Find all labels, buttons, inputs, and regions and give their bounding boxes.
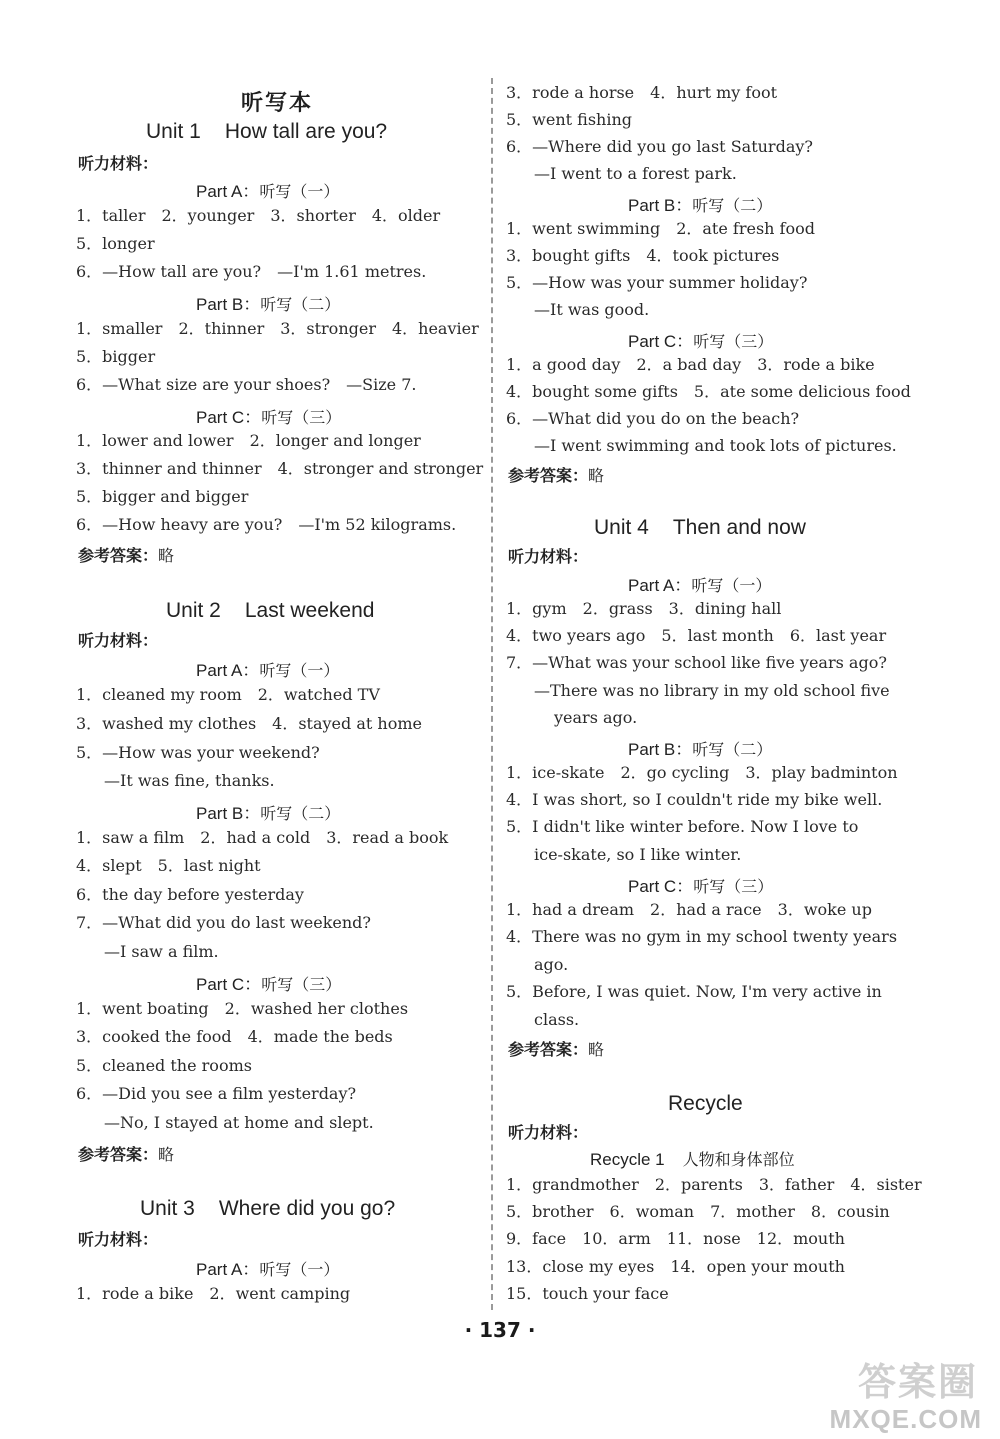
column-divider [491, 78, 493, 1310]
unit-2-a-line-4: —It was fine, thanks. [104, 771, 275, 790]
unit-3-c-line-1: 1．a good day 2．a bad day 3．rode a bike [506, 355, 875, 374]
part-label-cn: 人物和身体部位 [682, 1150, 795, 1169]
unit-2-c-line-4: 6．—Did you see a film yesterday? [76, 1084, 357, 1103]
unit-3-c-line-4: —I went swimming and took lots of pictures. [534, 436, 897, 455]
part-label-cn: 听写（二） [260, 295, 341, 314]
unit-2-a-line-3: 5．—How was your weekend? [76, 743, 320, 762]
unit-1-c-line-1: 1．lower and lower 2．longer and longer [76, 431, 421, 450]
answer-value: 略 [158, 1145, 175, 1164]
page-number: · 137 · [464, 1318, 536, 1342]
recycle-materials-label: 听力材料： [508, 1123, 589, 1142]
unit-2-b-line-3: 6．the day before yesterday [76, 885, 304, 904]
unit-1-heading [146, 120, 387, 144]
part-label-cn: 听写（一） [691, 576, 772, 595]
unit-3-subtitle: Where did you go? [218, 1197, 396, 1220]
part-label: Part B： [196, 295, 261, 314]
page-title: 听写本 [241, 91, 314, 116]
watermark-logo [786, 1351, 986, 1437]
unit-2-answer [78, 1142, 174, 1165]
unit-1-c-line-4: 6．—How heavy are you? —I'm 52 kilograms. [76, 515, 457, 534]
unit-2-c-line-5: —No, I stayed at home and slept. [104, 1113, 374, 1132]
unit-2-subtitle: Last weekend [244, 599, 375, 622]
unit-1-b-line-2: 5．bigger [76, 347, 156, 366]
answer-value: 略 [588, 466, 605, 485]
unit-2-part-a-heading [196, 656, 339, 681]
unit-1-number: Unit 1 [146, 120, 201, 143]
unit-4-a-line-2: 4．two years ago 5．last month 6．last year [506, 626, 887, 645]
part-label: Part B： [628, 196, 693, 215]
unit-3-c-line-3: 6．—What did you do on the beach? [506, 409, 800, 428]
unit-1-subtitle: How tall are you? [224, 120, 388, 143]
watermark-top-text: 答案圈 [857, 1360, 978, 1404]
part-label: Part A： [196, 182, 260, 201]
unit-1-b-line-1: 1．smaller 2．thinner 3．stronger 4．heavier [76, 319, 479, 338]
unit-3-a-line-4: 6．—Where did you go last Saturday? [506, 137, 813, 156]
unit-3-number: Unit 3 [140, 1197, 195, 1220]
part-label: Part A： [628, 576, 692, 595]
unit-1-part-c-heading [196, 403, 341, 428]
recycle-line-2: 5．brother 6．woman 7．mother 8．cousin [506, 1202, 890, 1221]
unit-1-b-line-3: 6．—What size are your shoes? —Size 7. [76, 375, 417, 394]
unit-2-number: Unit 2 [166, 599, 221, 622]
part-label-cn: 听写（一） [259, 182, 340, 201]
part-label: Part C： [196, 975, 262, 994]
answer-value: 略 [588, 1040, 605, 1059]
recycle-line-3: 9．face 10．arm 11．nose 12．mouth [506, 1229, 845, 1248]
unit-2-b-line-5: —I saw a film. [104, 942, 219, 961]
part-label-cn: 听写（三） [693, 332, 774, 351]
unit-2-c-line-2: 3．cooked the food 4．made the beds [76, 1027, 393, 1046]
unit-2-b-line-4: 7．—What did you do last weekend? [76, 913, 372, 932]
part-label: Part A： [196, 1260, 260, 1279]
unit-3-answer [508, 463, 604, 486]
unit-2-heading [166, 599, 374, 623]
unit-4-part-a-heading [628, 571, 771, 596]
part-label-cn: 听写（二） [692, 740, 773, 759]
unit-4-part-b-heading [628, 735, 772, 760]
recycle-1-heading [590, 1147, 795, 1170]
unit-4-subtitle: Then and now [672, 516, 806, 539]
part-label: Part B： [628, 740, 693, 759]
answer-label: 参考答案： [78, 1145, 159, 1164]
recycle-line-5: 15．touch your face [506, 1284, 669, 1303]
unit-3-part-c-heading [628, 327, 773, 352]
unit-3-a-line-5: —I went to a forest park. [534, 164, 737, 183]
unit-4-a-line-1: 1．gym 2．grass 3．dining hall [506, 599, 782, 618]
part-label: Part C： [196, 408, 262, 427]
unit-4-a-line-5: years ago. [554, 708, 638, 727]
recycle-line-4: 13．close my eyes 14．open your mouth [506, 1257, 845, 1276]
unit-2-c-line-3: 5．cleaned the rooms [76, 1056, 252, 1075]
part-label: Part A： [196, 661, 260, 680]
unit-2-b-line-1: 1．saw a film 2．had a cold 3．read a book [76, 828, 449, 847]
unit-2-part-c-heading [196, 970, 341, 995]
unit-1-c-line-3: 5．bigger and bigger [76, 487, 249, 506]
unit-3-a-line-1: 1．rode a bike 2．went camping [76, 1284, 351, 1303]
part-label-cn: 听写（三） [261, 408, 342, 427]
part-label-cn: 听写（二） [260, 804, 341, 823]
unit-3-part-b-heading [628, 191, 772, 216]
unit-2-b-line-2: 4．slept 5．last night [76, 856, 261, 875]
part-label-cn: 听写（一） [259, 1260, 340, 1279]
unit-2-part-b-heading [196, 799, 340, 824]
unit-1-a-line-1: 1．taller 2．younger 3．shorter 4．older [76, 206, 441, 225]
unit-4-part-c-heading [628, 872, 773, 897]
unit-4-number: Unit 4 [594, 516, 649, 539]
unit-4-c-line-3: ago. [534, 955, 569, 974]
part-label-cn: 听写（一） [259, 661, 340, 680]
unit-1-a-line-2: 5．longer [76, 234, 155, 253]
unit-1-c-line-2: 3．thinner and thinner 4．stronger and stronger [76, 459, 484, 478]
unit-1-part-a-heading [196, 177, 339, 202]
answer-value: 略 [158, 546, 175, 565]
watermark-bottom-text: MXQE.COM [829, 1404, 982, 1434]
unit-3-heading [140, 1197, 395, 1221]
unit-4-c-line-5: class. [534, 1010, 580, 1029]
unit-3-b-line-3: 5．—How was your summer holiday? [506, 273, 808, 292]
unit-4-b-line-3: 5．I didn't like winter before. Now I love to [506, 817, 859, 836]
unit-4-a-line-4: —There was no library in my old school five [534, 681, 890, 700]
recycle-heading: Recycle [668, 1092, 743, 1115]
unit-1-a-line-3: 6．—How tall are you? —I'm 1.61 metres. [76, 262, 427, 281]
unit-3-b-line-2: 3．bought gifts 4．took pictures [506, 246, 780, 265]
answer-label: 参考答案： [508, 466, 589, 485]
unit-3-part-a-heading [196, 1255, 339, 1280]
unit-1-answer [78, 543, 174, 566]
unit-2-a-line-1: 1．cleaned my room 2．watched TV [76, 685, 380, 704]
part-label: Part B： [196, 804, 261, 823]
unit-4-b-line-2: 4．I was short, so I couldn't ride my bike well. [506, 790, 883, 809]
unit-4-heading [594, 516, 806, 540]
unit-2-c-line-1: 1．went boating 2．washed her clothes [76, 999, 409, 1018]
unit-4-b-line-4: ice-skate, so I like winter. [534, 845, 742, 864]
unit-3-b-line-1: 1．went swimming 2．ate fresh food [506, 219, 815, 238]
unit-1-materials-label: 听力材料： [78, 154, 159, 173]
part-label: Part C： [628, 877, 694, 896]
unit-4-materials-label: 听力材料： [508, 547, 589, 566]
unit-4-b-line-1: 1．ice-skate 2．go cycling 3．play badminton [506, 763, 898, 782]
unit-3-materials-label: 听力材料： [78, 1230, 159, 1249]
unit-4-c-line-2: 4．There was no gym in my school twenty years [506, 927, 898, 946]
answer-label: 参考答案： [78, 546, 159, 565]
unit-1-part-b-heading [196, 290, 340, 315]
part-label: Recycle 1 [590, 1150, 665, 1169]
part-label: Part C： [628, 332, 694, 351]
recycle-line-1: 1．grandmother 2．parents 3．father 4．sister [506, 1175, 922, 1194]
unit-3-a-line-3: 5．went fishing [506, 110, 633, 129]
part-label-cn: 听写（二） [692, 196, 773, 215]
unit-2-a-line-2: 3．washed my clothes 4．stayed at home [76, 714, 422, 733]
unit-4-answer [508, 1037, 604, 1060]
unit-3-c-line-2: 4．bought some gifts 5．ate some delicious food [506, 382, 911, 401]
unit-3-b-line-4: —It was good. [534, 300, 650, 319]
answer-label: 参考答案： [508, 1040, 589, 1059]
unit-2-materials-label: 听力材料： [78, 631, 159, 650]
unit-4-c-line-4: 5．Before, I was quiet. Now, I'm very active in [506, 982, 882, 1001]
part-label-cn: 听写（三） [693, 877, 774, 896]
unit-4-a-line-3: 7．—What was your school like five years ago? [506, 653, 887, 672]
unit-3-a-line-2: 3．rode a horse 4．hurt my foot [506, 83, 778, 102]
part-label-cn: 听写（三） [261, 975, 342, 994]
unit-4-c-line-1: 1．had a dream 2．had a race 3．woke up [506, 900, 872, 919]
